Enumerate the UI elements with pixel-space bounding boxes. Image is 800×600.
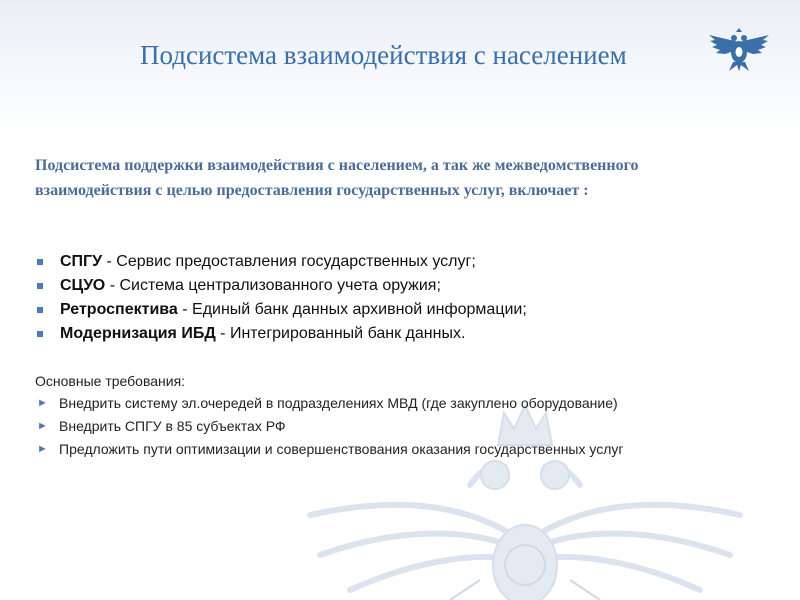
list-item xyxy=(35,274,735,298)
list-item xyxy=(35,438,755,460)
requirement-text: Внедрить СПГУ в 85 субъектах РФ xyxy=(59,418,286,434)
system-name: СЦУО xyxy=(60,277,106,294)
system-separator: - xyxy=(102,253,117,270)
system-name: Ретроспектива xyxy=(60,301,178,318)
system-description: Сервис предоставления государственных услуг; xyxy=(116,253,476,270)
system-name: СПГУ xyxy=(60,253,103,270)
systems-list xyxy=(35,250,735,346)
system-separator: - xyxy=(215,325,230,342)
slide-title: Подсистема взаимодействия с населением xyxy=(140,40,627,70)
square-bullet-icon xyxy=(37,307,43,313)
requirement-text: Предложить пути оптимизации и совершенствования оказания государственных услуг xyxy=(59,441,624,457)
requirement-text: Внедрить систему эл.очередей в подразделениях МВД (где закуплено оборудование) xyxy=(59,395,618,411)
arrow-bullet-icon: ► xyxy=(37,420,48,432)
system-description: Интегрированный банк данных. xyxy=(229,325,466,342)
system-separator: - xyxy=(105,277,120,294)
arrow-bullet-icon: ► xyxy=(37,397,48,409)
square-bullet-icon xyxy=(37,331,43,337)
requirements-heading: Основные требования: xyxy=(35,373,186,389)
system-description: Система централизованного учета оружия; xyxy=(119,277,441,294)
system-separator: - xyxy=(177,301,193,318)
system-name: Модернизация ИБД xyxy=(60,325,216,342)
intro-text: Подсистема поддержки взаимодействия с населением, а так же межведомственного взаимодействия с целью предоставления государственных услуг, включает : xyxy=(35,157,639,199)
square-bullet-icon xyxy=(37,259,43,265)
list-item xyxy=(35,322,735,346)
list-item xyxy=(35,392,755,414)
eagle-emblem-icon xyxy=(707,28,771,72)
list-item xyxy=(35,415,755,437)
square-bullet-icon xyxy=(37,283,43,289)
arrow-bullet-icon: ► xyxy=(37,443,48,455)
list-item xyxy=(35,298,735,322)
system-description: Единый банк данных архивной информации; xyxy=(192,301,527,318)
requirements-list xyxy=(35,392,755,461)
list-item xyxy=(35,250,735,274)
